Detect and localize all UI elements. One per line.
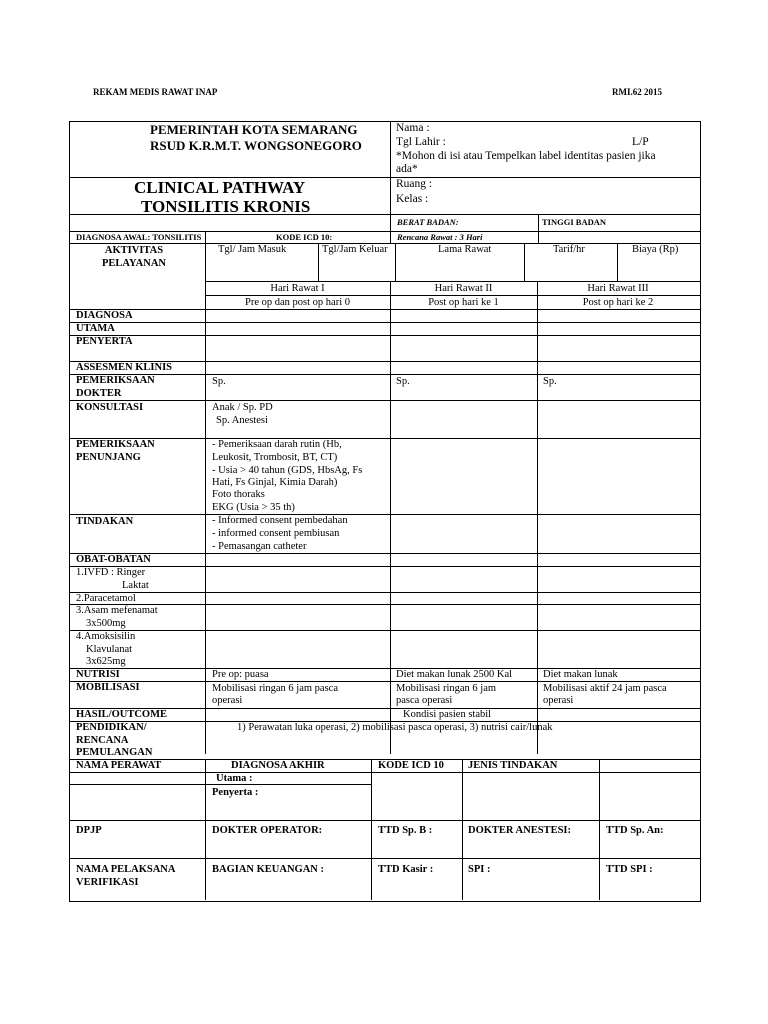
admission-col-tarif: Tarif/hr <box>553 244 585 255</box>
dokter-operator-field[interactable]: DOKTER OPERATOR: <box>212 825 323 836</box>
penunjang-item: Hati, Fs Ginjal, Kimia Darah) <box>212 477 338 488</box>
nutrisi-label: NUTRISI <box>76 669 120 680</box>
title-line2: TONSILITIS KRONIS <box>141 197 311 216</box>
obat-2: 2.Paracetamol <box>76 593 136 604</box>
admission-col-keluar: Tgl/Jam Keluar <box>322 244 388 255</box>
mob-day1b: operasi <box>212 695 243 706</box>
obat-3b: 3x500mg <box>86 618 126 629</box>
obat-4b: Klavulanat <box>86 644 133 655</box>
diagnosa-akhir-label: DIAGNOSA AKHIR <box>231 760 325 771</box>
diagnosa-label: DIAGNOSA <box>76 310 133 321</box>
nama-pelaksana-label: NAMA PELAKSANA <box>76 864 176 875</box>
nutrisi-day2: Diet makan lunak 2500 Kal <box>396 669 513 680</box>
obat-1b: Laktat <box>122 580 149 591</box>
rencana-rawat: Rencana Rawat : 3 Hari <box>397 232 483 242</box>
phase-1: Pre op dan post op hari 0 <box>245 297 350 308</box>
hospital-name: RSUD K.R.M.T. WONGSONEGORO <box>150 138 362 153</box>
obat-4: 4.Amoksisilin <box>76 631 136 642</box>
penyerta-label: PENYERTA <box>76 336 133 347</box>
mob-day2: Mobilisasi ringan 6 jam <box>396 683 497 694</box>
phase-3: Post op hari ke 2 <box>582 297 654 308</box>
admission-col-biaya: Biaya (Rp) <box>632 244 679 255</box>
admission-col-lama: Lama Rawat <box>438 244 492 255</box>
page-header-right: RMI.62 2015 <box>612 87 662 97</box>
label-note-2: ada* <box>396 163 418 175</box>
mob-day3b: operasi <box>543 695 574 706</box>
assesmen-label: ASSESMEN KLINIS <box>76 362 172 373</box>
institution-name: PEMERINTAH KOTA SEMARANG <box>150 122 358 137</box>
spi-field[interactable]: SPI : <box>468 864 491 875</box>
hasil-value: Kondisi pasien stabil <box>403 709 492 720</box>
utama-label: UTAMA <box>76 323 115 334</box>
page-header-left: REKAM MEDIS RAWAT INAP <box>93 87 218 97</box>
kelas-field[interactable]: Kelas : <box>396 193 429 205</box>
pendidikan-label-2: RENCANA <box>76 735 129 746</box>
ttd-spb-field[interactable]: TTD Sp. B : <box>378 825 433 836</box>
ttd-kasir-field[interactable]: TTD Kasir : <box>378 864 434 875</box>
penunjang-item: - Pemeriksaan darah rutin (Hb, <box>212 439 342 450</box>
ttd-spi-field[interactable]: TTD SPI : <box>606 864 653 875</box>
pelayanan-label: PELAYANAN <box>102 258 166 269</box>
aktivitas-label: AKTIVITAS <box>104 245 164 256</box>
konsultasi-label: KONSULTASI <box>76 402 144 413</box>
dpjp-label: DPJP <box>76 825 102 836</box>
pendidikan-label-3: PEMULANGAN <box>76 747 153 758</box>
mob-day3: Mobilisasi aktif 24 jam pasca <box>543 683 667 694</box>
nutrisi-day1: Pre op: puasa <box>212 669 269 680</box>
phase-2: Post op hari ke 1 <box>428 297 499 308</box>
penunjang-label-1: PEMERIKSAAN <box>76 439 155 450</box>
tinggi-badan[interactable]: TINGGI BADAN <box>542 217 606 227</box>
day-1: Hari Rawat I <box>270 283 325 294</box>
ttd-span-field[interactable]: TTD Sp. An: <box>606 825 664 836</box>
tindakan-item: - Informed consent pembedahan <box>212 515 348 526</box>
obat-4c: 3x625mg <box>86 656 126 667</box>
utama-akhir-field[interactable]: Utama : <box>216 773 253 784</box>
tindakan-item: - informed consent pembiusan <box>212 528 340 539</box>
day-3: Hari Rawat III <box>587 283 649 294</box>
penunjang-item: - Usia > 40 tahun (GDS, HbsAg, Fs <box>212 465 363 476</box>
nutrisi-day3: Diet makan lunak <box>543 669 618 680</box>
jenis-tindakan-label: JENIS TINDAKAN <box>468 760 558 771</box>
tindakan-label: TINDAKAN <box>76 516 134 527</box>
hasil-label: HASIL/OUTCOME <box>76 709 168 720</box>
obat-label: OBAT-OBATAN <box>76 554 151 565</box>
konsultasi-line1: Anak / Sp. PD <box>212 402 273 413</box>
kode-icd[interactable]: KODE ICD 10: <box>276 232 333 242</box>
nama-perawat-label: NAMA PERAWAT <box>76 760 162 771</box>
ruang-field[interactable]: Ruang : <box>396 178 433 190</box>
penunjang-item: Leukosit, Trombosit, BT, CT) <box>212 452 338 463</box>
tindakan-item: - Pemasangan catheter <box>212 541 307 552</box>
bagian-keuangan-field[interactable]: BAGIAN KEUANGAN : <box>212 864 325 875</box>
penunjang-item: Foto thoraks <box>212 489 265 500</box>
mob-day1: Mobilisasi ringan 6 jam pasca <box>212 683 338 694</box>
admission-col-masuk: Tgl/ Jam Masuk <box>218 244 287 255</box>
obat-3: 3.Asam mefenamat <box>76 605 158 616</box>
title-line1: CLINICAL PATHWAY <box>134 178 306 197</box>
sp-day2: Sp. <box>396 376 410 387</box>
pendidikan-value: 1) Perawatan luka operasi, 2) mobilisasi pasca operasi, 3) nutrisi cair/lunak <box>237 722 553 733</box>
obat-1: 1.IVFD : Ringer <box>76 567 146 578</box>
diagnosa-awal: DIAGNOSA AWAL: TONSILITIS <box>76 232 202 242</box>
kode-icd-footer-label: KODE ICD 10 <box>378 760 444 771</box>
sp-day3: Sp. <box>543 376 557 387</box>
berat-badan[interactable]: BERAT BADAN: <box>397 217 459 227</box>
day-2: Hari Rawat II <box>434 283 493 294</box>
dokter-anestesi-field[interactable]: DOKTER ANESTESI: <box>468 825 571 836</box>
label-note: *Mohon di isi atau Tempelkan label identitas pasien jika <box>396 150 656 162</box>
mobilisasi-label: MOBILISASI <box>76 682 140 693</box>
nama-field[interactable]: Nama : <box>396 122 430 134</box>
penyerta-akhir-field[interactable]: Penyerta : <box>212 787 259 798</box>
penunjang-item: EKG (Usia > 35 th) <box>212 502 295 513</box>
gender-field[interactable]: L/P <box>632 136 649 148</box>
sp-day1: Sp. <box>212 376 226 387</box>
tgl-lahir-field[interactable]: Tgl Lahir : <box>396 136 446 148</box>
verifikasi-label: VERIFIKASI <box>76 877 139 888</box>
pemeriksaan-dokter-label: PEMERIKSAAN <box>76 375 155 386</box>
pendidikan-label-1: PENDIDIKAN/ <box>76 722 147 733</box>
konsultasi-line2: Sp. Anestesi <box>216 415 268 426</box>
penunjang-label-2: PENUNJANG <box>76 452 141 463</box>
mob-day2b: pasca operasi <box>396 695 453 706</box>
dokter-label: DOKTER <box>76 388 122 399</box>
